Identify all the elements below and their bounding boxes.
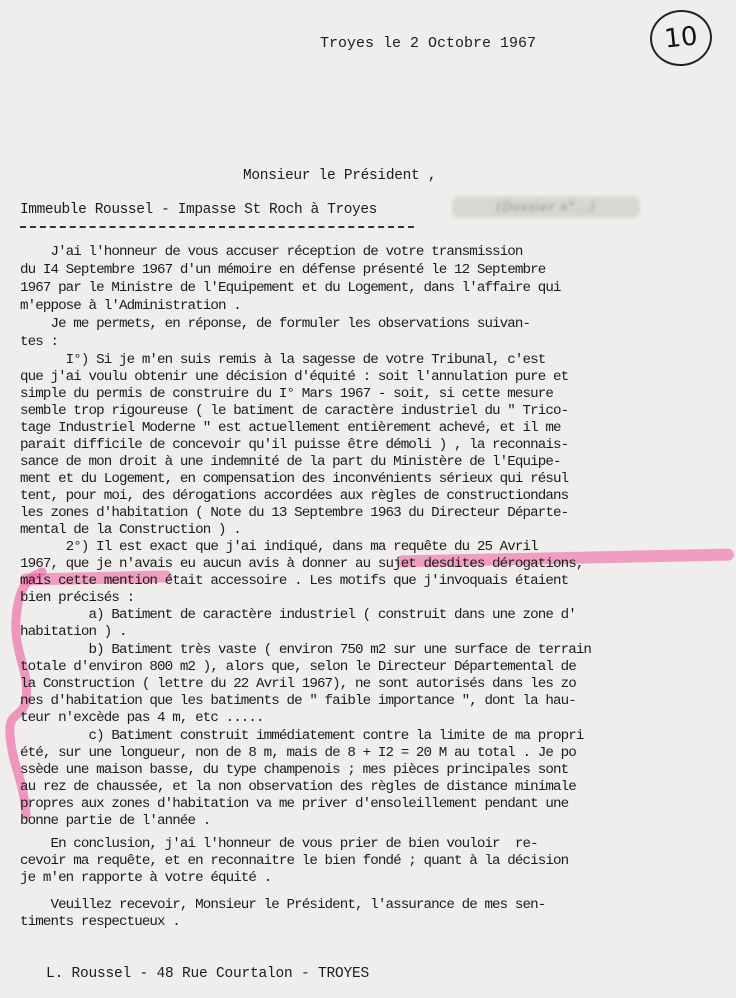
body-line: cevoir ma requête, et en reconnaitre le bien fondé ; quant à la décision — [20, 853, 569, 869]
body-line: tage Industriel Moderne " est actuellement entièrement achevé, et il me — [20, 420, 561, 436]
page-number-circled: 10 — [647, 7, 715, 69]
body-line: Veuillez recevoir, Monsieur le Président, l'assurance de mes sen- — [20, 897, 546, 913]
letter-date: Troyes le 2 Octobre 1967 — [320, 35, 537, 52]
body-line: En conclusion, j'ai l'honneur de vous prier de bien vouloir re- — [20, 836, 538, 852]
body-line: la Construction ( lettre du 22 Avril 1967), ne sont autorisés dans les zo — [20, 676, 576, 692]
body-line: c) Batiment construit immédiatement contre la limite de ma propri — [20, 728, 584, 744]
body-line: je m'en rapporte à votre équité . — [20, 870, 272, 886]
subject-underline — [20, 226, 414, 228]
body-line: ment et du Logement, en compensation des inconvénients sérieux qui résul — [20, 471, 569, 487]
body-line: ssède une maison basse, du type champenois ; mes pièces principales sont — [20, 762, 569, 778]
body-line: propres aux zones d'habitation va me priver d'ensoleillement pendant une — [20, 796, 569, 812]
body-line: sance de mon droit à une indemnité de la part du Ministère de l'Equipe- — [20, 454, 561, 470]
body-line: mental de la Construction ) . — [20, 522, 241, 538]
body-line: simple du permis de construire du I° Mars 1967 - soit, si cette mesure — [20, 386, 553, 402]
body-line: bonne partie de l'année . — [20, 813, 211, 829]
sender-footer: L. Roussel - 48 Rue Courtalon - TROYES — [46, 966, 370, 982]
body-line: du I4 Septembre 1967 d'un mémoire en défense présenté le 12 Septembre — [20, 262, 546, 278]
body-line: timents respectueux . — [20, 914, 180, 930]
body-line: teur n'excède pas 4 m, etc ..... — [20, 710, 264, 726]
body-line: I°) Si je m'en suis remis à la sagesse de votre Tribunal, c'est — [20, 352, 546, 368]
body-line: habitation ) . — [20, 624, 127, 640]
handwritten-annotation: (Dossier n°...) — [452, 196, 640, 218]
body-line: m'eppose à l'Administration . — [20, 298, 241, 314]
body-line: b) Batiment très vaste ( environ 750 m2 sur une surface de terrain — [20, 642, 592, 658]
body-line: 1967 par le Ministre de l'Equipement et du Logement, dans l'affaire qui — [20, 280, 561, 296]
subject-line: Immeuble Roussel - Impasse St Roch à Troyes — [20, 202, 377, 218]
body-line: mais cette mention était accessoire . Les motifs que j'invoquais étaient — [20, 573, 569, 589]
body-line: que j'ai voulu obtenir une décision d'équité : soit l'annulation pure et — [20, 369, 569, 385]
salutation: Monsieur le Président , — [243, 168, 437, 184]
body-line: 2°) Il est exact que j'ai indiqué, dans ma requête du 25 Avril — [20, 539, 538, 555]
body-line: 1967, que je n'avais eu aucun avis à donner au sujet desdites dérogations, — [20, 556, 584, 572]
body-line: les zones d'habitation ( Note du 13 Septembre 1963 du Directeur Départe- — [20, 505, 569, 521]
body-line: totale d'environ 800 m2 ), alors que, selon le Directeur Départemental de — [20, 659, 576, 675]
body-line: tes : — [20, 334, 59, 350]
body-line: J'ai l'honneur de vous accuser réception de votre transmission — [20, 244, 523, 260]
body-line: semble trop rigoureuse ( le batiment de caractère industriel du " Trico- — [20, 403, 569, 419]
body-line: a) Batiment de caractère industriel ( construit dans une zone d' — [20, 607, 576, 623]
body-line: parait difficile de concevoir qu'il puisse être démoli ) , la reconnais- — [20, 437, 569, 453]
body-line: tent, pour moi, des dérogations accordées aux règles de constructiondans — [20, 488, 569, 504]
body-line: nes d'habitation que les batiments de " faible importance ", dont la hau- — [20, 693, 576, 709]
body-line: au rez de chaussée, et la non observation des règles de distance minimale — [20, 779, 576, 795]
body-line: bien précisés : — [20, 590, 135, 606]
body-line: Je me permets, en réponse, de formuler les observations suivan- — [20, 316, 531, 332]
body-line: été, sur une longueur, non de 8 m, mais de 8 + I2 = 20 M au total . Je po — [20, 745, 576, 761]
